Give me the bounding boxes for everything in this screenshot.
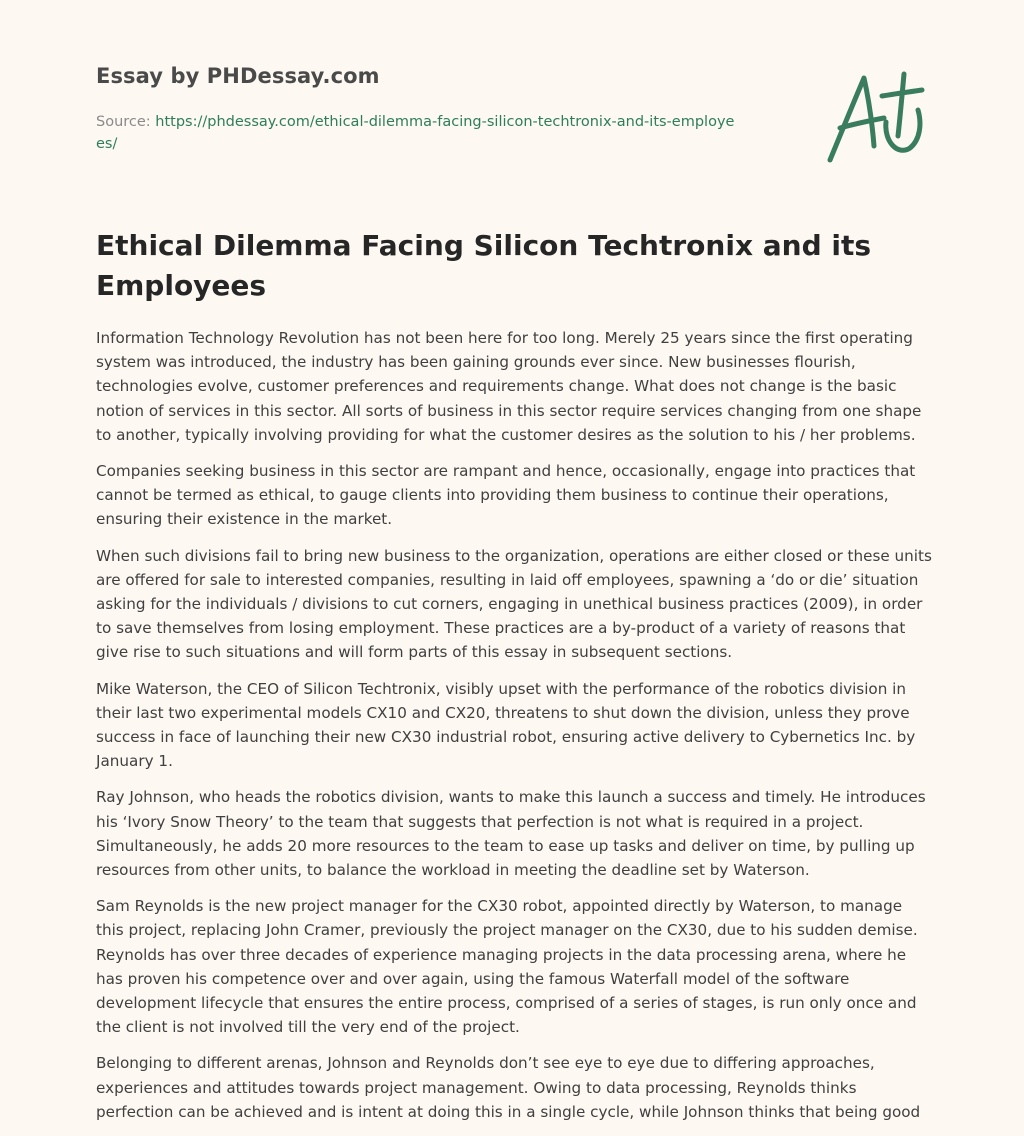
a-plus-logo-icon bbox=[822, 66, 932, 166]
essay-title: Ethical Dilemma Facing Silicon Techtronix and its Employees bbox=[96, 229, 872, 302]
essay-paragraph: Information Technology Revolution has not been here for too long. Merely 25 years since the first operating system was introduced, the industry has been gaining grounds ever since. New businesses flourish, technologies evolve, customer preferences and requirements change. What does not change is the basic notion of services in this sector. All sorts of business in this sector require services changing from one shape to another, typically involving providing for what the customer desires as the solution to his / her problems. bbox=[96, 329, 922, 444]
source-link[interactable]: https://phdessay.com/ethical-dilemma-facing-silicon-techtronix-and-its-employees/ bbox=[96, 114, 735, 152]
essay-paragraph: Sam Reynolds is the new project manager for the CX30 robot, appointed directly by Waterson, to manage this project, replacing John Cramer, previously the project manager on the CX30, due to his sudden demise. Reynolds has over three decades of experience managing projects in the data processing arena, where he has proven his competence over and over again, using the famous Waterfall model of the software development lifecycle that ensures the entire process, comprised of a series of stages, is run only once and the client is not involved till the very end of the project. bbox=[96, 897, 918, 1037]
site-title: Essay by PHDessay.com bbox=[96, 64, 380, 88]
essay-paragraph: Mike Waterson, the CEO of Silicon Techtronix, visibly upset with the performance of the robotics division in their last two experimental models CX10 and CX20, threatens to shut down the division, unless they prove success in face of launching their new CX30 industrial robot, ensuring active delivery to Cybernetics Inc. by January 1. bbox=[96, 679, 916, 771]
a-plus-logo bbox=[822, 66, 932, 166]
essay-paragraph: Belonging to different arenas, Johnson and Reynolds don’t see eye to eye due to differing approaches, experiences and attitudes towards project management. Owing to data processing, Reynolds thinks perfection can be achieved and is intent at doing this in a single cycle, while Johnson thinks that being good bbox=[96, 1054, 921, 1121]
source-line bbox=[96, 111, 736, 155]
essay-paragraph: Companies seeking business in this sector are rampant and hence, occasionally, engage into practices that cannot be termed as ethical, to gauge clients into providing them business to continue their operations, ensuring their existence in the market. bbox=[96, 462, 916, 529]
essay-paragraph: Ray Johnson, who heads the robotics division, wants to make this launch a success and timely. He introduces his ‘Ivory Snow Theory’ to the team that suggests that perfection is not what is required in a project. Simultaneously, he adds 20 more resources to the team to ease up tasks and deliver on time, by pulling up resources from other units, to balance the workload in meeting the deadline set by Waterson. bbox=[96, 788, 926, 880]
source-label: Source: bbox=[96, 114, 156, 130]
essay-body bbox=[96, 326, 932, 1136]
essay-paragraph: When such divisions fail to bring new business to the organization, operations are either closed or these units are offered for sale to interested companies, resulting in laid off employees, spawning a ‘do or die’ situation asking for the individuals / divisions to cut corners, engaging in unethical business practices (2009), in order to save themselves from losing employment. These practices are a by-product of a variety of reasons that give rise to such situations and will form parts of this essay in subsequent sections. bbox=[96, 546, 932, 662]
